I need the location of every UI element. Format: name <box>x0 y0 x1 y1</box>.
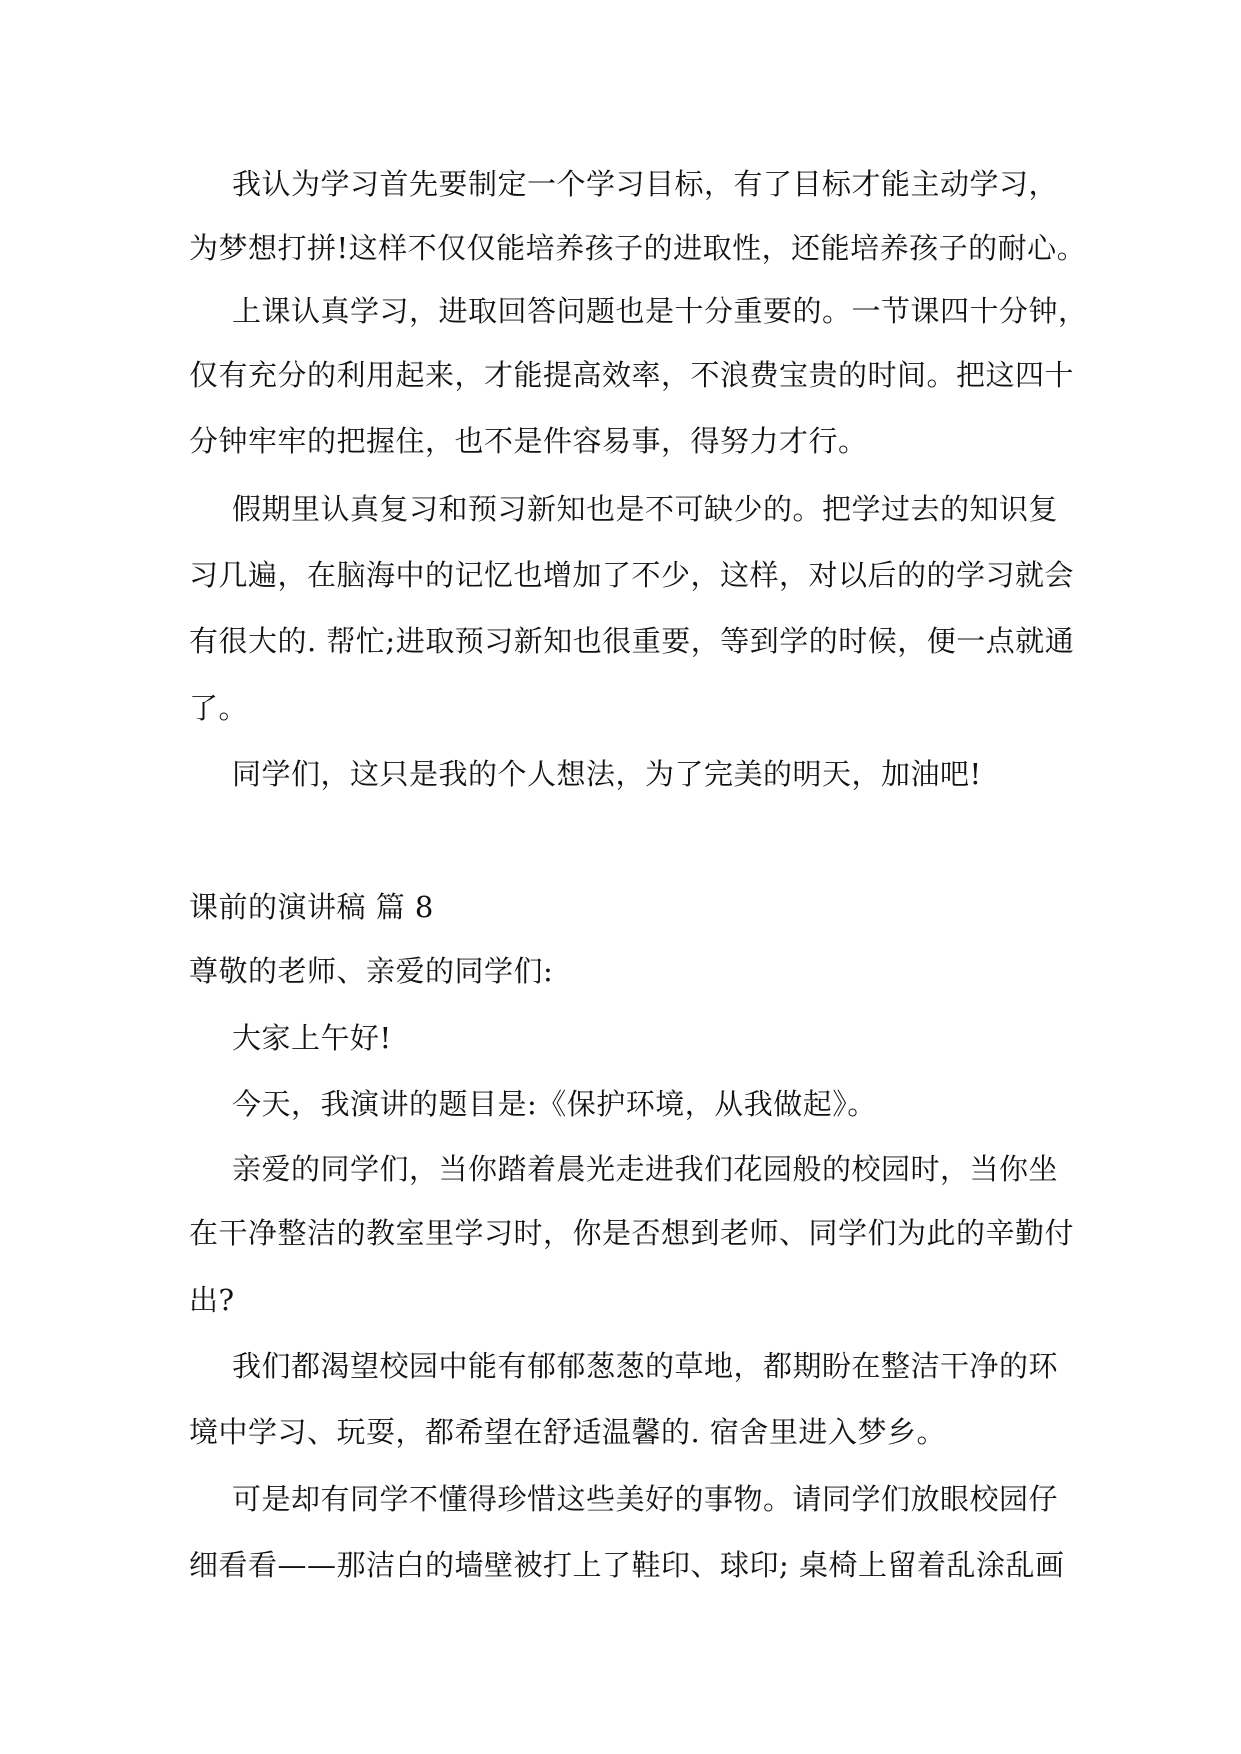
greeting: 大家上午好! <box>232 1021 392 1055</box>
paragraph-line: 在干净整洁的教室里学习时，你是否想到老师、同学们为此的辛勤付 <box>189 1216 1075 1250</box>
paragraph-line: 亲爱的同学们，当你踏着晨光走进我们花园般的校园时，当你坐 <box>232 1152 1059 1186</box>
paragraph-line: 今天，我演讲的题目是:《保护环境，从我做起》。 <box>232 1087 877 1121</box>
section-title: 课前的演讲稿 篇 8 <box>189 890 434 924</box>
salutation: 尊敬的老师、亲爱的同学们: <box>189 954 554 988</box>
paragraph-line: 我认为学习首先要制定一个学习目标，有了目标才能主动学习， <box>232 167 1059 201</box>
paragraph-line: 出? <box>189 1283 235 1317</box>
paragraph-line: 有很大的. 帮忙;进取预习新知也很重要，等到学的时候，便一点就通 <box>189 624 1075 658</box>
paragraph-line: 同学们，这只是我的个人想法，为了完美的明天，加油吧! <box>232 757 982 791</box>
paragraph-line: 可是却有同学不懂得珍惜这些美好的事物。请同学们放眼校园仔 <box>232 1482 1059 1516</box>
paragraph-line: 上课认真学习，进取回答问题也是十分重要的。一节课四十分钟， <box>232 294 1088 328</box>
paragraph-line: 了。 <box>189 691 249 725</box>
paragraph-line: 我们都渴望校园中能有郁郁葱葱的草地，都期盼在整洁干净的环 <box>232 1349 1059 1383</box>
paragraph-line: 假期里认真复习和预习新知也是不可缺少的。把学过去的知识复 <box>232 492 1059 526</box>
paragraph-line: 境中学习、玩耍，都希望在舒适温馨的. 宿舍里进入梦乡。 <box>189 1415 946 1449</box>
paragraph-line: 细看看——那洁白的墙壁被打上了鞋印、球印; 桌椅上留着乱涂乱画 <box>189 1548 1065 1582</box>
paragraph-line: 分钟牢牢的把握住，也不是件容易事，得努力才行。 <box>189 424 868 458</box>
paragraph-line: 为梦想打拼!这样不仅仅能培养孩子的进取性，还能培养孩子的耐心。 <box>189 231 1087 265</box>
paragraph-line: 习几遍，在脑海中的记忆也增加了不少，这样，对以后的的学习就会 <box>189 558 1075 592</box>
paragraph-line: 仅有充分的利用起来，才能提高效率，不浪费宝贵的时间。把这四十 <box>189 358 1075 392</box>
